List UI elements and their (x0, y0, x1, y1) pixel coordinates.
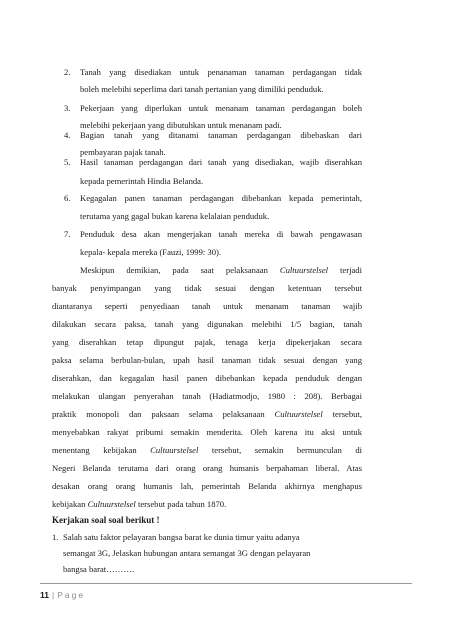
italic-term: Cultuurstelsel (274, 409, 323, 419)
list-item-line: Bagian tanah yang ditanami tanaman perdagangan dibebaskan dari (80, 130, 362, 140)
list-item-line: boleh melebihi seperlima dari tanah pertanian yang dimiliki penduduk. (80, 84, 324, 94)
list-item-line: Tanah yang disediakan untuk penanaman tanaman perdagangan tidak (80, 67, 362, 77)
list-item-line: kepala- kepala mereka (Fauzi, 1999: 30). (80, 247, 222, 257)
list-item-line: terutama yang gagal bukan karena kelalaian penduduk. (80, 211, 270, 221)
text-run: kebijakan (52, 499, 88, 509)
paragraph-line: diantaranya seperti penyediaan tanah untuk menanam tanaman wajib (52, 301, 362, 311)
text-run: praktik monopoli dan paksaan selama pelaksanaan (52, 409, 275, 419)
list-item-number: 2. (64, 67, 71, 77)
question-line: semangat 3G, Jelaskan hubungan antara semangat 3G dengan pelayaran (63, 548, 311, 558)
list-item-number: 5. (64, 157, 71, 167)
list-item-line: Penduduk desa akan mengerjakan tanah mereka di bawah pengawasan (80, 229, 362, 239)
paragraph-line: dilakukan secara paksa, tanah yang digunakan melebihi 1/5 bagian, tanah (52, 319, 362, 329)
text-run: tersebut pada tahun 1870. (135, 499, 227, 509)
paragraph-line: menyebabkan rakyat pribumi semakin menderita. Oleh karena itu aksi untuk (52, 427, 362, 437)
paragraph-line: desakan orang orang humanis lah, pemerintah Belanda akhirnya menghapus (52, 481, 362, 491)
list-item-line: Hasil tanaman perdagangan dari tanah yang disediakan, wajib diserahkan (80, 157, 362, 167)
italic-term: Cultuurstelsel (150, 445, 199, 455)
paragraph-line: banyak penyimpangan yang tidak sesuai dengan ketentuan tersebut (52, 283, 362, 293)
italic-term: Cultuurstelsel (279, 265, 329, 275)
paragraph-line (52, 499, 226, 510)
list-item-line: melebihi pekerjaan yang dibutuhkan untuk menanam padi. (80, 120, 282, 130)
list-item-line: Kegagalan panen tanaman perdagangan dibebankan kepada pemerintah, (80, 193, 362, 203)
paragraph-line: Negeri Belanda terutama dari orang orang humanis berpahaman liberal. Atas (52, 463, 362, 473)
paragraph-line: yang diserahkan tetap dipungut pajak, tenaga kerja dipekerjakan secara (52, 337, 362, 347)
list-item-number: 3. (64, 103, 71, 113)
list-item-line: pembayaran pajak tanah. (80, 147, 166, 157)
italic-term: Cultuurstelsel (87, 499, 136, 509)
list-item-line: kepada pemerintah Hindia Belanda. (80, 176, 204, 186)
question-line: bangsa barat………. (63, 564, 135, 574)
question-line: Salah satu faktor pelayaran bangsa barat ke dunia timur yaitu adanya (63, 532, 300, 542)
text-run: tersebut, semakin bermunculan di (198, 445, 363, 455)
list-item-number: 4. (64, 130, 71, 140)
page-footer (40, 589, 85, 601)
page-number: 11 (40, 590, 49, 600)
paragraph-line: paksa selama berbulan-bulan, upah hasil tanaman tidak sesuai dengan yang (52, 355, 362, 365)
text-run: terjadi (328, 265, 362, 275)
list-item-number: 7. (64, 229, 71, 239)
paragraph-line (52, 445, 362, 456)
question-number: 1. (52, 532, 59, 542)
text-run: Meskipun demikian, pada saat pelaksanaan (80, 265, 280, 275)
footer-divider (40, 583, 412, 584)
paragraph-line (80, 265, 362, 276)
paragraph-line: melakukan ulangan penyerahan tanah (Hadiatmodjo, 1980 : 208). Berbagai (52, 391, 362, 401)
text-run: tersebut, (322, 409, 362, 419)
page-label: Page (57, 590, 86, 600)
text-run: menentang kebijakan (52, 445, 151, 455)
paragraph-line: diserahkan, dan kegagalan hasil panen dibebankan kepada penduduk dengan (52, 373, 362, 383)
paragraph-line (52, 409, 362, 420)
list-item-line: Pekerjaan yang diperlukan untuk menanam tanaman perdagangan boleh (80, 103, 362, 113)
exercise-heading: Kerjakan soal soal berikut ! (52, 515, 160, 525)
footer-separator: | (52, 590, 55, 600)
list-item-number: 6. (64, 193, 71, 203)
